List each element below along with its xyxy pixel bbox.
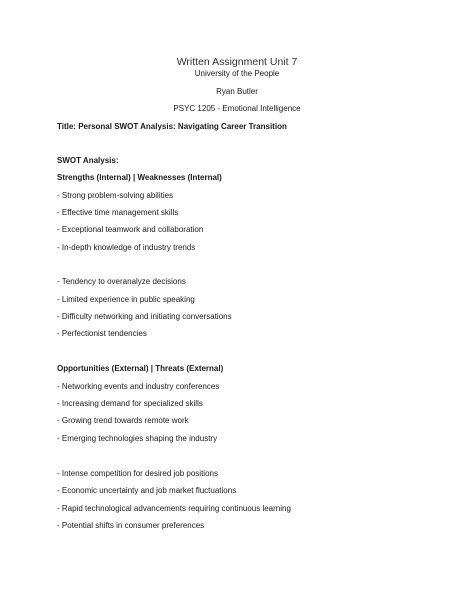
opportunities-threats-heading: Opportunities (External) | Threats (External) bbox=[57, 364, 224, 373]
list-item: - Intense competition for desired job positions bbox=[57, 469, 218, 478]
list-item: - Growing trend towards remote work bbox=[57, 416, 189, 425]
institution-name: University of the People bbox=[194, 69, 280, 78]
assignment-title: Written Assignment Unit 7 bbox=[176, 56, 298, 68]
list-item: - Exceptional teamwork and collaboration bbox=[57, 225, 204, 234]
list-item: - Emerging technologies shaping the industry bbox=[57, 434, 218, 443]
course-name: PSYC 1205 - Emotional Intelligence bbox=[173, 104, 301, 113]
list-item: - Effective time management skills bbox=[57, 208, 179, 217]
list-item: - Perfectionist tendencies bbox=[57, 329, 147, 338]
list-item: - Economic uncertainty and job market fluctuations bbox=[57, 486, 237, 495]
list-item: - Limited experience in public speaking bbox=[57, 295, 195, 304]
list-item: - In-depth knowledge of industry trends bbox=[57, 243, 196, 252]
list-item: - Tendency to overanalyze decisions bbox=[57, 277, 186, 286]
document-title: Title: Personal SWOT Analysis: Navigating Career Transition bbox=[57, 122, 287, 131]
swot-heading: SWOT Analysis: bbox=[57, 156, 119, 165]
list-item: - Increasing demand for specialized skills bbox=[57, 399, 203, 408]
list-item: - Rapid technological advancements requiring continuous learning bbox=[57, 504, 291, 513]
author-name: Ryan Butler bbox=[216, 87, 258, 96]
list-item: - Networking events and industry conferences bbox=[57, 382, 220, 391]
list-item: - Potential shifts in consumer preferences bbox=[57, 521, 205, 530]
list-item: - Difficulty networking and initiating conversations bbox=[57, 312, 232, 321]
strengths-weaknesses-heading: Strengths (Internal) | Weaknesses (Internal) bbox=[57, 173, 222, 182]
list-item: - Strong problem-solving abilities bbox=[57, 191, 174, 200]
